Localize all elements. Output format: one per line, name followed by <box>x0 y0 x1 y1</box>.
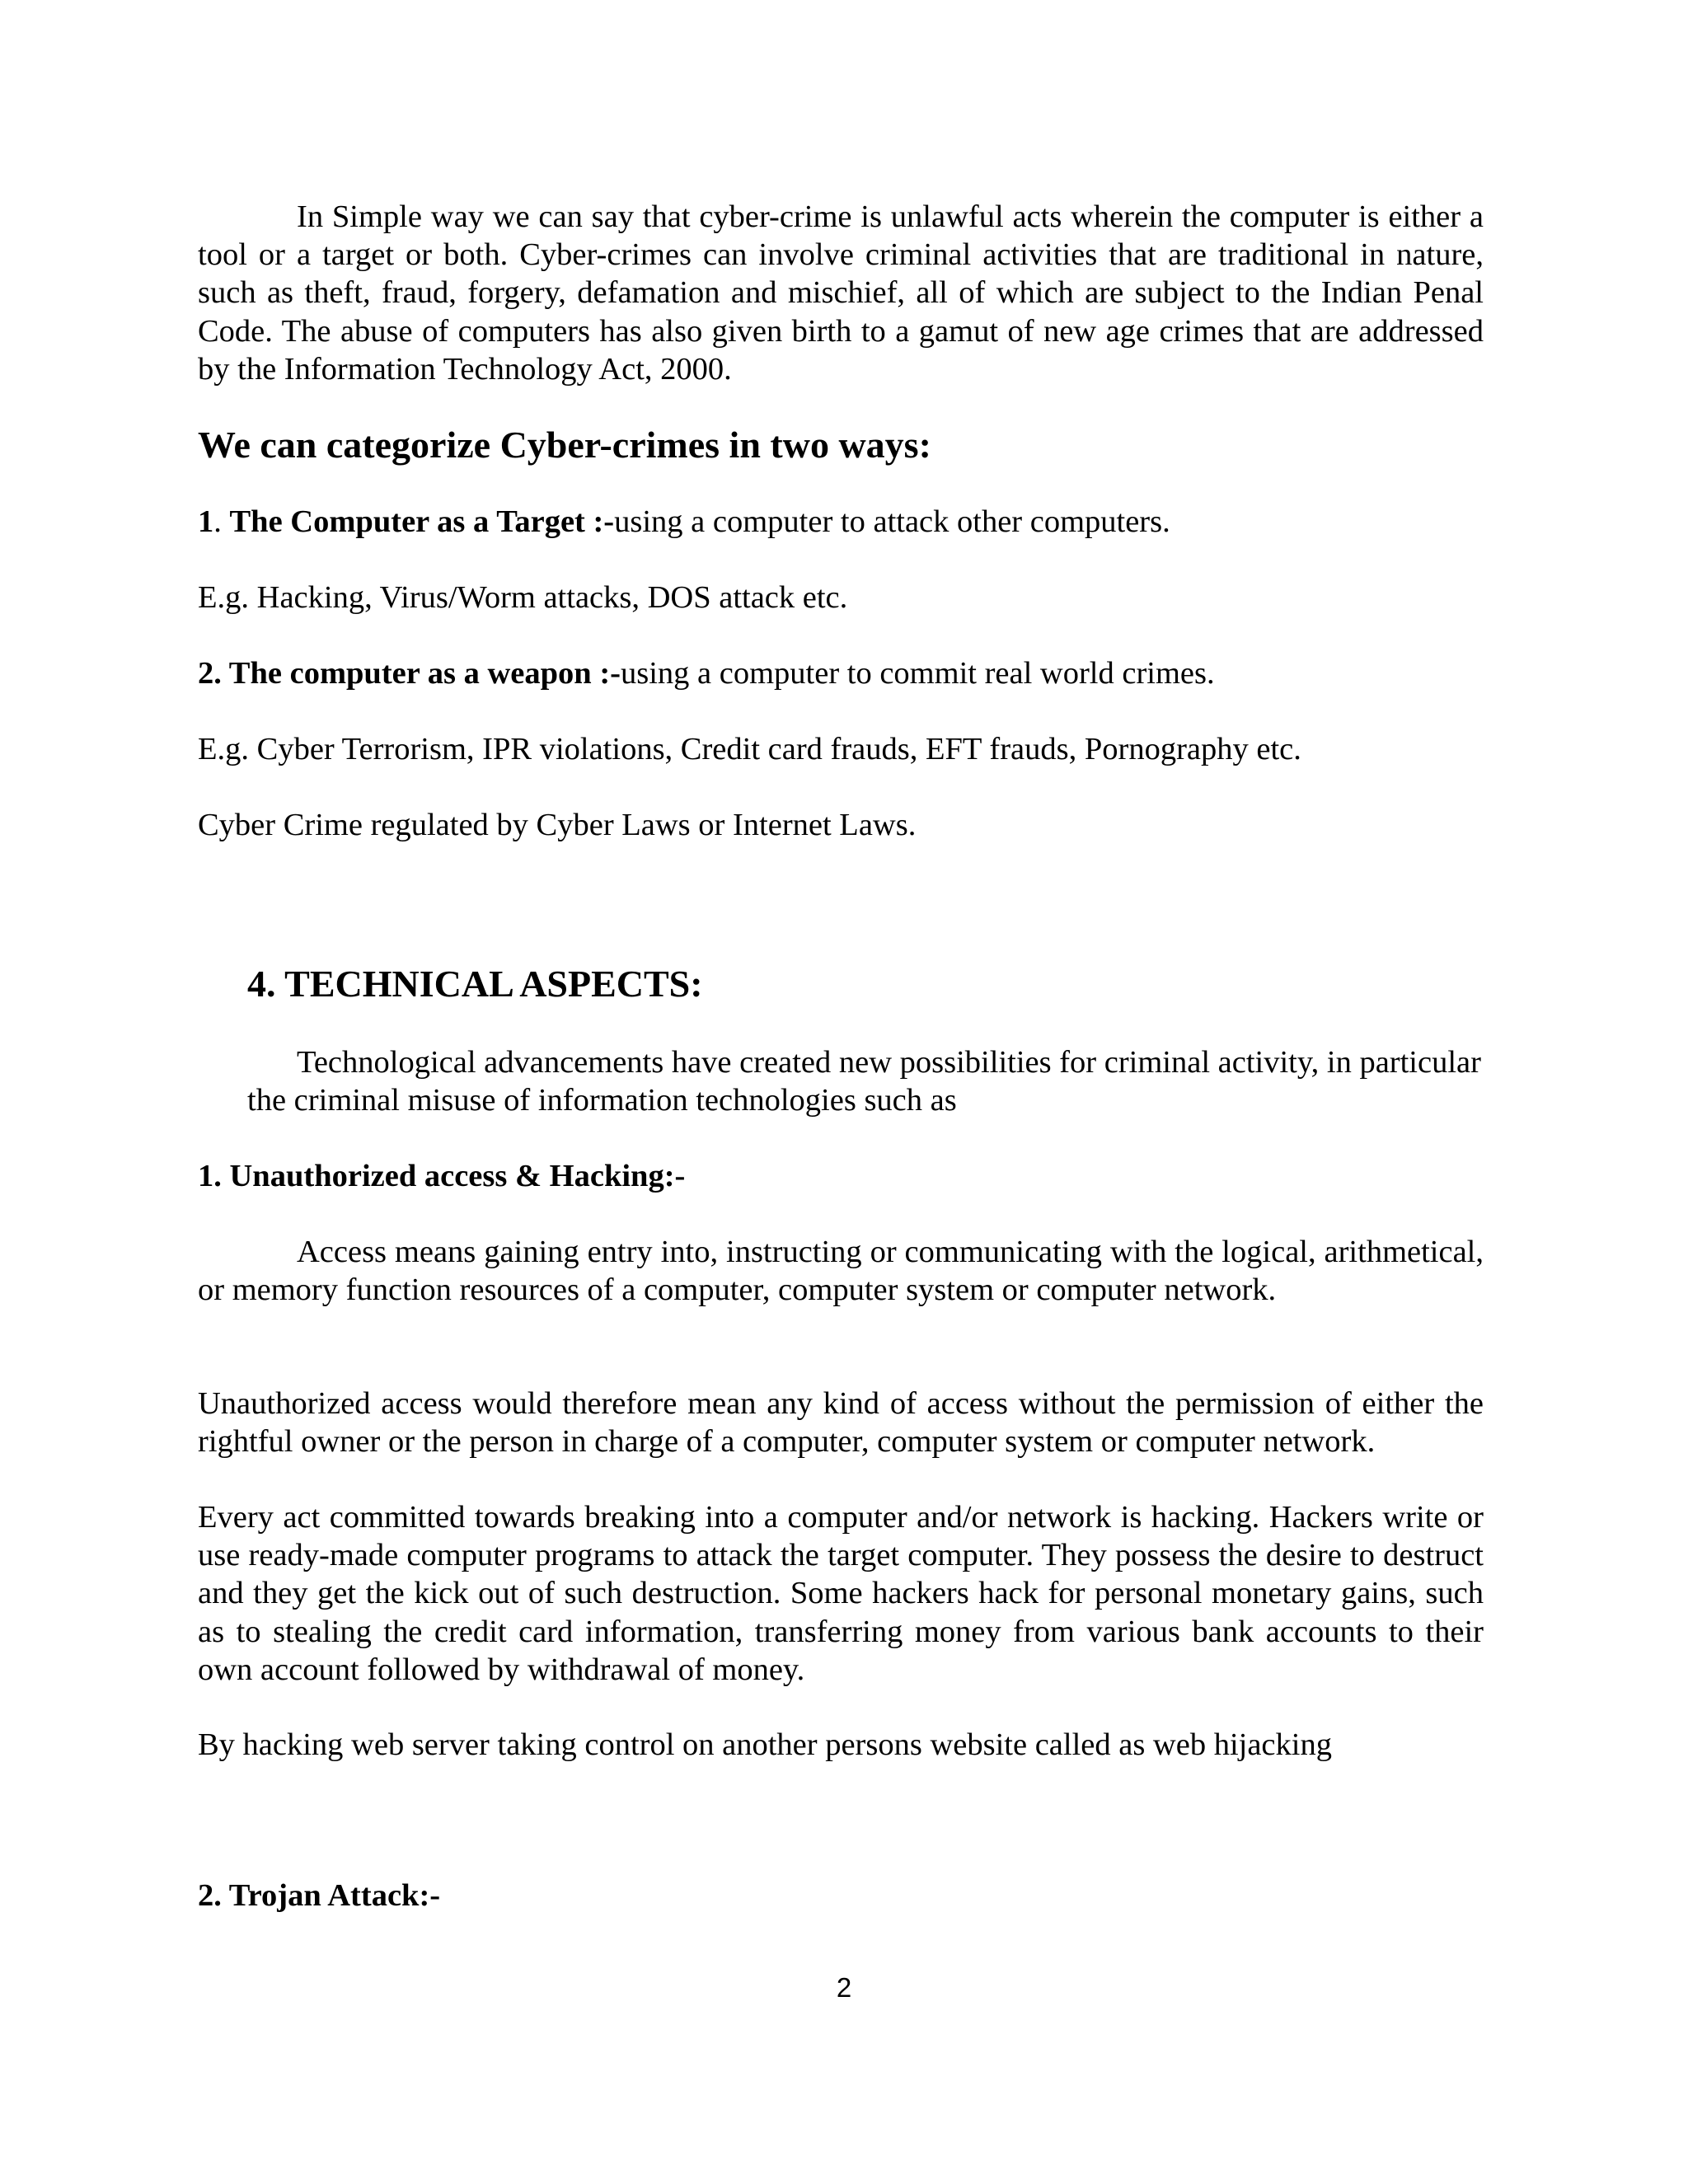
category-item-number: 1 <box>198 504 214 539</box>
subsection-heading-trojan-attack: 2. Trojan Attack:- <box>198 1878 441 1913</box>
intro-paragraph: In Simple way we can say that cyber-crime is unlawful acts wherein the computer is either a tool or a target or both. Cyber-crimes can involve criminal activities that are traditional in nature, such as theft, fraud, forgery, defamation and mischief, all of which are subject to the Indian Penal Code. The abuse of computers has also given birth to a gamut of new age crimes that are addressed by the Information Technology Act, 2000. <box>198 199 1484 387</box>
category-item-number-dot: . <box>213 504 230 539</box>
categories-heading: We can categorize Cyber-crimes in two ways: <box>198 424 931 466</box>
category-item-computer-as-target <box>198 503 1484 541</box>
category-item-text: using a computer to attack other computers. <box>614 504 1170 539</box>
page-number: 2 <box>836 1972 852 2003</box>
category-item-title: 2. The computer as a weapon :- <box>198 656 621 691</box>
category-item-computer-as-weapon <box>198 654 1484 692</box>
technical-aspects-intro: Technological advancements have created new possibilities for criminal activity, in particular the criminal misuse of information technologies such as <box>247 1045 1481 1118</box>
category-item-text: using a computer to commit real world crimes. <box>620 656 1215 691</box>
unauthorized-access-paragraph: Unauthorized access would therefore mean any kind of access without the permission of either the rightful owner or the person in charge of a computer, computer system or computer network. <box>198 1386 1484 1460</box>
category-example-weapon: E.g. Cyber Terrorism, IPR violations, Credit card frauds, EFT frauds, Pornography etc. <box>198 732 1301 766</box>
technical-aspects-heading: 4. TECHNICAL ASPECTS: <box>247 963 703 1005</box>
access-definition-paragraph: Access means gaining entry into, instructing or communicating with the logical, arithmetical, or memory function resources of a computer, computer system or computer network. <box>198 1235 1484 1308</box>
web-hijacking-paragraph: By hacking web server taking control on another persons website called as web hijacking <box>198 1727 1332 1762</box>
cyber-crime-regulation-line: Cyber Crime regulated by Cyber Laws or Internet Laws. <box>198 808 917 842</box>
subsection-heading-unauthorized-access: 1. Unauthorized access & Hacking:- <box>198 1159 686 1193</box>
hacking-paragraph: Every act committed towards breaking into a computer and/or network is hacking. Hackers write or use ready-made computer programs to attack the target computer. They possess the desire to destruct and they get the kick out of such destruction. Some hackers hack for personal monetary gains, such as to stealing the credit card information, transferring money from various bank accounts to their own account followed by withdrawal of money. <box>198 1500 1484 1687</box>
category-item-title: The Computer as a Target :- <box>229 504 615 539</box>
category-example-target: E.g. Hacking, Virus/Worm attacks, DOS attack etc. <box>198 580 848 615</box>
